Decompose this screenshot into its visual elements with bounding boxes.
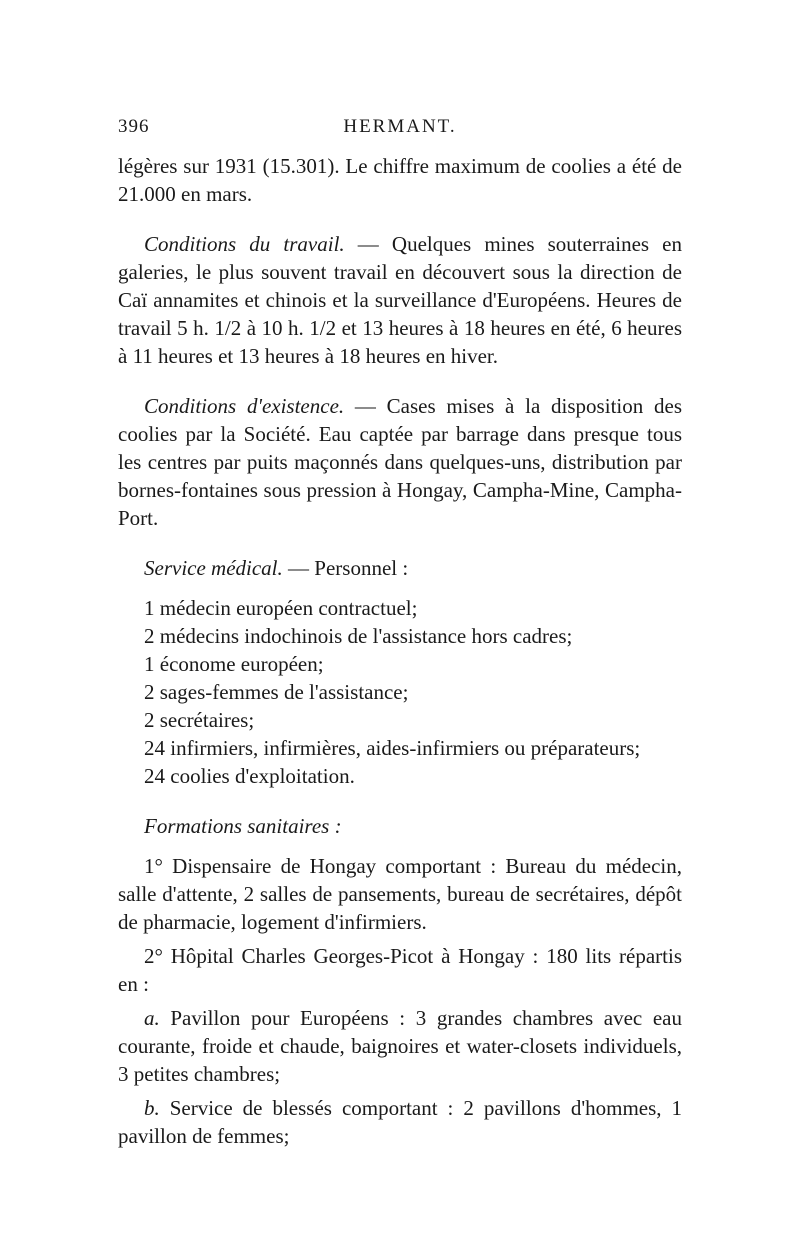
personnel-item: 24 infirmiers, infirmières, aides-infirmiers ou préparateurs; — [144, 736, 641, 760]
formations-item-a — [118, 1004, 682, 1088]
intro-paragraph: légères sur 1931 (15.301). Le chiffre maximum de coolies a été de 21.000 en mars. — [118, 154, 682, 206]
item-b-text: Service de blessés comportant : 2 pavillons d'hommes, 1 pavillon de femmes; — [118, 1096, 682, 1148]
formations-item-1: 1° Dispensaire de Hongay comportant : Bureau du médecin, salle d'attente, 2 salles de pansements, bureau de secrétaires, dépôt de pharmacie, logement d'infirmiers. — [118, 854, 682, 934]
travail-text: — Quelques mines souterraines en galeries, le plus souvent travail en découvert sous la direction de Caï annamites et chinois et la surveillance d'Européens. Heures de travail 5 h. 1/2 à 10 h. 1/2 et 13 heures à 18 heures en été, 6 heures à 11 heures et 13 heures à 18 heures en hiver. — [118, 232, 683, 368]
formations-item-b — [118, 1094, 682, 1150]
personnel-item: 2 secrétaires; — [144, 708, 255, 732]
formations-item-2: 2° Hôpital Charles Georges-Picot à Hongay : 180 lits répartis en : — [118, 944, 682, 996]
personnel-item: 1 médecin européen contractuel; — [144, 596, 418, 620]
personnel-item: 24 coolies d'exploitation. — [144, 764, 355, 788]
personnel-item: 2 sages-femmes de l'assistance; — [144, 680, 409, 704]
existence-label: Conditions d'existence. — [144, 394, 345, 418]
page-body — [118, 152, 682, 1150]
item-b-label: b. — [144, 1096, 160, 1120]
item-a-text: Pavillon pour Européens : 3 grandes chambres avec eau courante, froide et chaude, baignoires et water-closets individuels, 3 petites chambres; — [118, 1006, 682, 1086]
personnel-item: 1 économe européen; — [144, 652, 324, 676]
medical-text: — Personnel : — [282, 556, 409, 580]
formations-heading: Formations sanitaires : — [144, 814, 342, 838]
personnel-item: 2 médecins indochinois de l'assistance hors cadres; — [144, 624, 573, 648]
medical-paragraph — [118, 554, 682, 582]
item-a-label: a. — [144, 1006, 160, 1030]
existence-text: — Cases mises à la disposition des coolies par la Société. Eau captée par barrage dans presque tous les centres par puits maçonnés dans quelques-uns, distribution par bornes-fontaines sous pression à Hongay, Campha-Mine, Campha-Port. — [118, 394, 682, 530]
page-number: 396 — [118, 116, 150, 137]
travail-paragraph — [118, 230, 682, 370]
travail-label: Conditions du travail. — [144, 232, 345, 256]
existence-paragraph — [118, 392, 682, 532]
page-header — [118, 116, 682, 146]
personnel-list — [118, 594, 682, 790]
medical-label: Service médical. — [144, 556, 283, 580]
running-title: HERMANT. — [343, 116, 457, 137]
